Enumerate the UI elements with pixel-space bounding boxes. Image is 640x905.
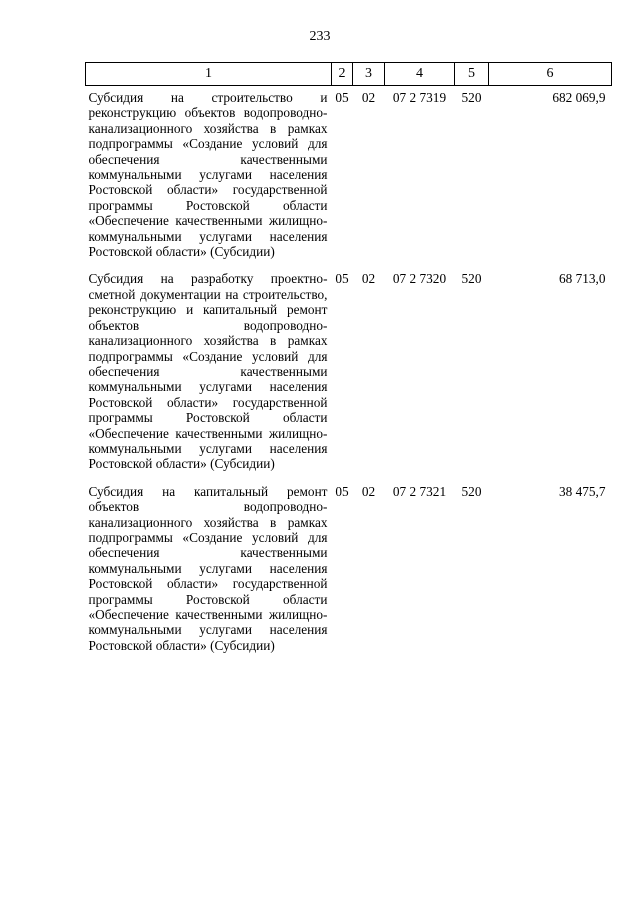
page-number: 233 bbox=[309, 29, 331, 44]
row-description: Субсидия на разработку проектно-сметной документации на строительство, реконструкцию и капитальный ремонт объектов водопроводно-канализационного хозяйства в рамках подпрограммы «Создание условий для обеспечения качественными коммунальными услугами населения Ростовской области» государственной программы Ростовской области «Обеспечение качественными жилищно-коммунальными услугами населения Ростовской области» (Субсидии) bbox=[88, 271, 328, 472]
row-subsection: 02 bbox=[361, 483, 376, 499]
row-amount: 38 475,7 bbox=[558, 483, 606, 499]
row-expense-type: 520 bbox=[461, 271, 482, 287]
header-col-2: 2 bbox=[332, 63, 353, 86]
row-amount: 68 713,0 bbox=[558, 271, 606, 287]
table-row bbox=[86, 271, 612, 483]
header-col-1: 1 bbox=[86, 63, 332, 86]
header-col-5: 5 bbox=[455, 63, 489, 86]
table-row bbox=[86, 484, 612, 665]
row-description: Субсидия на строительство и реконструкцию объектов водопроводно-канализационного хозяйства в рамках подпрограммы «Создание условий для обеспечения качественными коммунальными услугами населения Ростовской области» государственной программы Ростовской области «Обеспечение качественными жилищно-коммунальными услугами населения Ростовской области» (Субсидии) bbox=[88, 90, 328, 260]
table-row bbox=[86, 86, 612, 272]
row-section: 05 bbox=[335, 483, 349, 499]
row-amount: 682 069,9 bbox=[552, 90, 606, 105]
row-expense-type: 520 bbox=[461, 483, 482, 499]
row-target-article: 07 2 7320 bbox=[392, 271, 447, 287]
header-col-4: 4 bbox=[385, 63, 455, 86]
row-target-article: 07 2 7321 bbox=[392, 483, 447, 499]
budget-table bbox=[85, 62, 612, 665]
row-section: 05 bbox=[335, 271, 349, 287]
row-subsection: 02 bbox=[361, 90, 376, 105]
row-section: 05 bbox=[335, 90, 349, 105]
header-col-3: 3 bbox=[353, 63, 385, 86]
row-description: Субсидия на капитальный ремонт объектов водопроводно-канализационного хозяйства в рамках подпрограммы «Создание условий для обеспечения качественными коммунальными услугами населения Ростовской области» государственной программы Ростовской области «Обеспечение качественными жилищно-коммунальными услугами населения Ростовской области» (Субсидии) bbox=[88, 483, 328, 653]
header-col-6: 6 bbox=[489, 63, 612, 86]
row-target-article: 07 2 7319 bbox=[392, 90, 447, 105]
row-subsection: 02 bbox=[361, 271, 376, 287]
table-header-row bbox=[86, 63, 612, 86]
row-expense-type: 520 bbox=[461, 90, 482, 105]
